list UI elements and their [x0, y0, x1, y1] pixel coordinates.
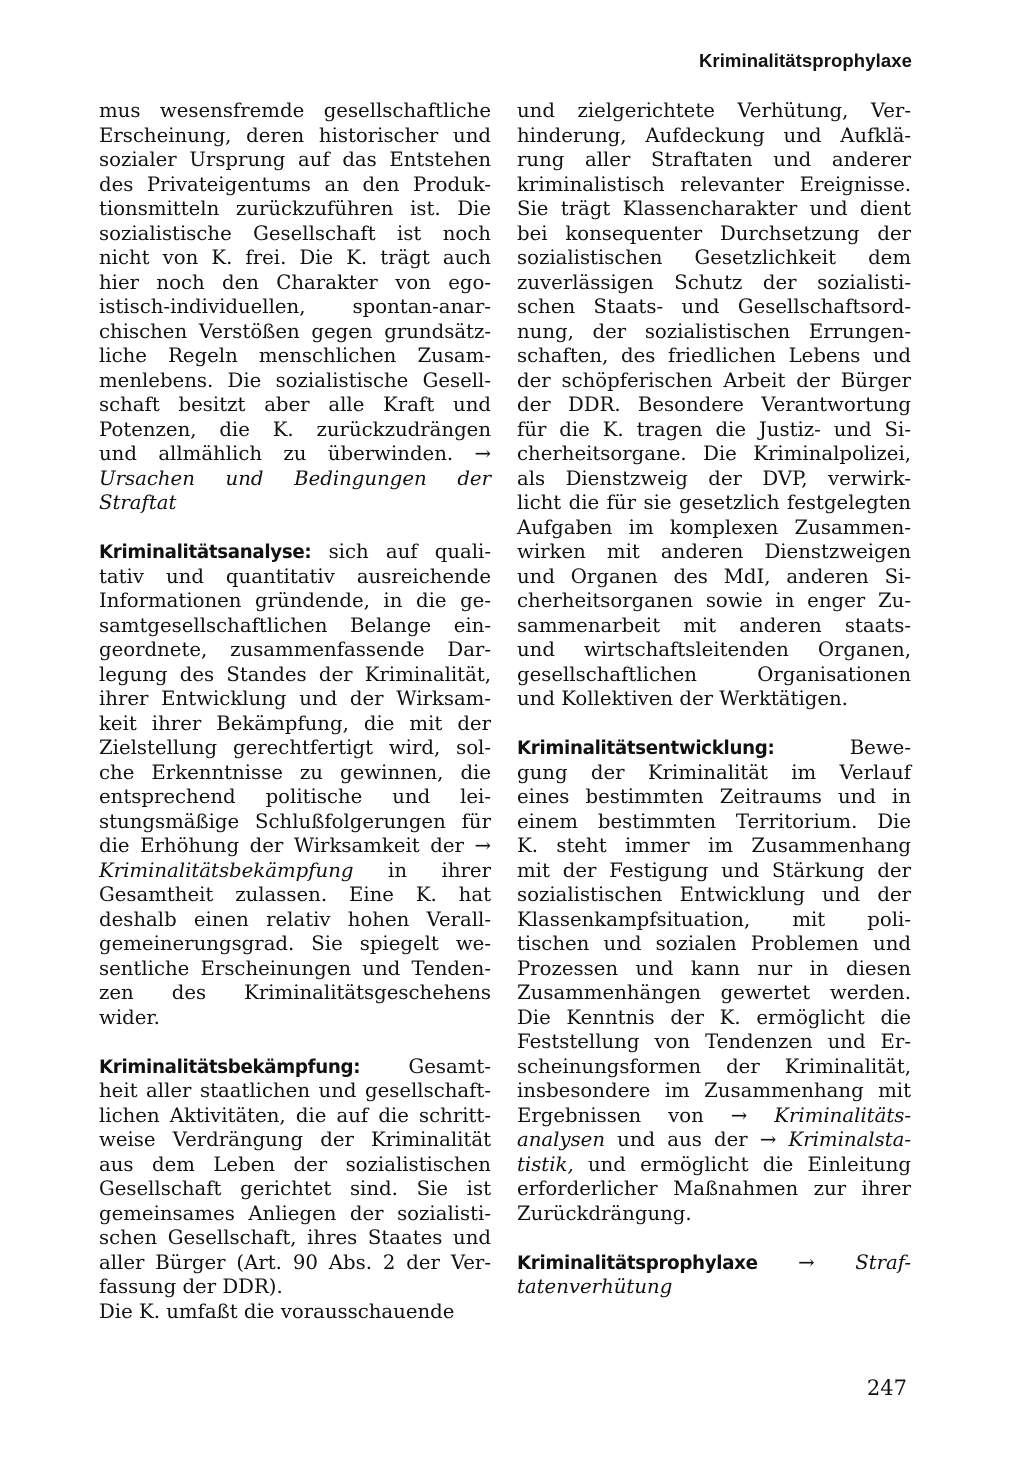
text-line: deshalb einen relativ hohen Verall- — [99, 907, 491, 931]
entry-kriminalitaetsbekaempfung-continued — [517, 99, 911, 712]
text-line: insbesondere im Zusammenhang mit — [517, 1079, 911, 1102]
text-line: tionsmitteln zurückzuführen ist. Die — [99, 197, 491, 220]
text-line: weise Verdrängung der Kriminalität — [99, 1128, 491, 1151]
text-line: Gesamtheit zulassen. Eine K. hat — [99, 883, 491, 906]
entry-kriminalitaetsanalyse — [99, 540, 491, 1030]
text-line: licht die für sie gesetzlich festgelegten — [517, 491, 911, 514]
text-line: gesellschaftlichen Organisationen — [517, 662, 911, 686]
text-line: kriminalistisch relevanter Ereignisse. — [517, 172, 911, 196]
text-line: schaft besitzt aber alle Kraft und — [99, 393, 491, 416]
text-line: entsprechend politische und lei- — [99, 785, 491, 808]
text-line: sentliche Erscheinungen und Tenden- — [99, 956, 491, 980]
text-line: Potenzen, die K. zurückzudrängen — [99, 417, 491, 441]
cross-reference-link[interactable]: Straf- — [855, 1250, 911, 1274]
text-line: zen des Kriminalitätsgeschehens — [99, 981, 491, 1004]
text-line: eines bestimmten Zeitraums und in — [517, 785, 911, 808]
text-line: ihrer Entwicklung und der Wirksam- — [99, 687, 491, 710]
left-column — [99, 99, 491, 1324]
entry-first-line — [99, 1055, 491, 1080]
text-line: sozialistische Gesellschaft ist noch — [99, 221, 491, 245]
paragraph-gap — [517, 712, 911, 737]
entry-text: in ihrer — [353, 858, 491, 882]
text-line: gemeinerungsgrad. Sie spiegelt we- — [99, 932, 491, 955]
cross-reference-text: Ursachen und Bedingungen der — [99, 466, 491, 490]
text-line: nung, der sozialistischen Errungen- — [517, 319, 911, 343]
text-line: legung des Standes der Kriminalität, — [99, 662, 491, 686]
entry-text: und ermöglicht die Einleitung — [573, 1152, 911, 1176]
text-line: heit aller staatlichen und gesellschaft- — [99, 1079, 491, 1102]
text-line: cherheitsorgane. Die Kriminalpolizei, — [517, 442, 911, 465]
text-line: Die K. umfaßt die vorausschauende — [99, 1299, 455, 1323]
text-line: sammenarbeit mit anderen staats- — [517, 613, 911, 637]
text-line: der DDR. Besondere Verantwortung — [517, 393, 911, 416]
text-line: sozialer Ursprung auf das Entstehen — [99, 148, 491, 171]
text-line: gemeinsames Anliegen der sozialisti- — [99, 1201, 491, 1225]
text-line: Gesellschaft gerichtet sind. Sie ist — [99, 1177, 491, 1200]
text-line — [517, 1104, 911, 1129]
text-line: K. steht immer im Zusammenhang — [517, 834, 911, 857]
cross-reference-link[interactable]: tatenverhütung — [517, 1275, 673, 1298]
text-line: scheinungsformen der Kriminalität, — [517, 1054, 911, 1078]
entry-text: sich auf quali- — [311, 540, 491, 563]
text-line: wirken mit anderen Dienstzweigen — [517, 540, 911, 563]
text-line — [517, 1153, 911, 1178]
cross-reference-link[interactable] — [99, 467, 491, 492]
text-line: sozialistischen Entwicklung und der — [517, 883, 911, 906]
right-column — [517, 99, 911, 1300]
entry-kriminalitaetsbekaempfung — [99, 1055, 491, 1325]
cross-reference-link[interactable]: Kriminalitäts- — [774, 1103, 911, 1127]
entry-term: Kriminalitätsbekämpfung: — [99, 1056, 361, 1078]
entry-text: Bewe- — [774, 736, 911, 759]
text-line: Aufgaben im komplexen Zusammen- — [517, 515, 911, 539]
text-line: stungsmäßige Schlußfolgerungen für — [99, 809, 491, 833]
paragraph-gap — [99, 516, 491, 541]
text-line: liche Regeln menschlichen Zusam- — [99, 344, 491, 367]
text-line: zuverlässigen Schutz der sozialisti- — [517, 270, 911, 294]
text-line: wider. — [99, 1005, 160, 1029]
text-line: Feststellung von Tendenzen und Er- — [517, 1030, 911, 1053]
entry-term: Kriminalitätsanalyse: — [99, 542, 312, 563]
cross-reference-link[interactable]: Kriminalitätsbekämpfung — [99, 858, 354, 882]
text-line: keit ihrer Bekämpfung, die mit der — [99, 711, 491, 735]
text-line: Zurückdrängung. — [517, 1201, 692, 1225]
text-line: nicht von K. frei. Die K. trägt auch — [99, 246, 491, 269]
text-line: chischen Verstößen gegen grundsätz- — [99, 319, 491, 343]
text-line: bei konsequenter Durchsetzung der — [517, 221, 911, 245]
paragraph-gap — [99, 1030, 491, 1055]
text-line: tischen und sozialen Problemen und — [517, 932, 911, 955]
text-line: che Erkenntnisse zu gewinnen, die — [99, 760, 491, 784]
text-line: mus wesensfremde gesellschaftliche — [99, 99, 491, 122]
text-line: Zielstellung gerechtfertigt wird, sol- — [99, 736, 491, 759]
entry-term: Kriminalitätsprophylaxe — [517, 1252, 758, 1274]
text-line: des Privateigentums an den Produk- — [99, 172, 491, 196]
text-line: mit der Festigung und Stärkung der — [517, 858, 911, 882]
text-line: Erscheinung, deren historischer und — [99, 123, 491, 147]
text-line: sozialistischen Gesetzlichkeit dem — [517, 246, 911, 269]
text-line: geordnete, zusammenfassende Dar- — [99, 638, 491, 661]
entry-first-line — [99, 540, 491, 565]
text-line: menlebens. Die sozialistische Gesell- — [99, 368, 491, 392]
text-line: Die Kenntnis der K. ermöglicht die — [517, 1005, 911, 1029]
text-line: und zielgerichtete Verhütung, Ver- — [517, 99, 911, 122]
text-line — [99, 859, 491, 884]
entry-text: Gesamt- — [360, 1054, 491, 1078]
text-line: hier noch den Charakter von ego- — [99, 270, 491, 294]
text-line: lichen Aktivitäten, die auf die schritt- — [99, 1103, 491, 1127]
entry-kriminalitaetsprophylaxe — [517, 1251, 911, 1300]
text-line: und Organen des MdI, anderen Si- — [517, 564, 911, 588]
entry-first-line — [517, 1251, 911, 1276]
text-line: istisch-individuellen, spontan-anar- — [99, 295, 491, 318]
page-number: 247 — [866, 1376, 907, 1400]
text-line: und allmählich zu überwinden. → — [99, 442, 491, 465]
text-line: aller Bürger (Art. 90 Abs. 2 der Ver- — [99, 1250, 491, 1274]
text-line: Informationen gründende, in die ge- — [99, 589, 491, 612]
text-line: einem bestimmten Territorium. Die — [517, 809, 911, 833]
text-line: aus dem Leben der sozialistischen — [99, 1152, 491, 1176]
text-line: erforderlicher Maßnahmen zur ihrer — [517, 1177, 911, 1200]
text-line: schen Gesellschaft, ihres Staates und — [99, 1226, 491, 1249]
intro-paragraph — [99, 99, 491, 516]
cross-reference-link[interactable]: tistik, — [517, 1152, 574, 1176]
text-line: rung aller Straftaten und anderer — [517, 148, 911, 171]
text-line: der schöpferischen Arbeit der Bürger — [517, 368, 911, 392]
text-line: hinderung, Aufdeckung und Aufklä- — [517, 123, 911, 147]
paragraph-gap — [517, 1226, 911, 1251]
entry-text: und aus der → — [605, 1128, 789, 1151]
entry-text: Ergebnissen von → — [517, 1103, 775, 1127]
text-line: gung der Kriminalität im Verlauf — [517, 760, 911, 784]
text-line: schen Staats- und Gesellschaftsord- — [517, 295, 911, 318]
cross-reference-link[interactable] — [99, 491, 491, 516]
cross-reference-text: Straftat — [99, 491, 177, 514]
text-line: samtgesellschaftlichen Belange ein- — [99, 613, 491, 637]
running-head: Kriminalitätsprophylaxe — [698, 50, 912, 71]
text-line: Prozessen und kann nur in diesen — [517, 956, 911, 980]
text-line: fassung der DDR). — [99, 1275, 283, 1298]
text-line — [517, 1275, 911, 1300]
text-line: die Erhöhung der Wirksamkeit der → — [99, 834, 491, 857]
arrow-glyph: → — [757, 1250, 856, 1274]
entry-first-line — [517, 736, 911, 761]
text-line: und wirtschaftsleitenden Organen, — [517, 638, 911, 661]
text-line: Klassenkampfsituation, mit poli- — [517, 907, 911, 931]
text-line: für die K. tragen die Justiz- und Si- — [517, 417, 911, 441]
entry-term: Kriminalitätsentwicklung: — [517, 738, 775, 759]
text-line: als Dienstzweig der DVP, verwirk- — [517, 466, 911, 490]
text-line: und Kollektiven der Werktätigen. — [517, 687, 848, 710]
text-line: tativ und quantitativ ausreichende — [99, 564, 491, 588]
text-line: cherheitsorganen sowie in enger Zu- — [517, 589, 911, 612]
text-line — [517, 1128, 911, 1153]
text-line: Zusammenhängen gewertet werden. — [517, 981, 911, 1004]
cross-reference-link[interactable]: analysen — [517, 1128, 606, 1151]
text-line: Sie trägt Klassencharakter und dient — [517, 197, 911, 220]
entry-kriminalitaetsentwicklung — [517, 736, 911, 1226]
cross-reference-link[interactable]: Kriminalsta- — [788, 1128, 911, 1151]
text-line: schaften, des friedlichen Lebens und — [517, 344, 911, 367]
